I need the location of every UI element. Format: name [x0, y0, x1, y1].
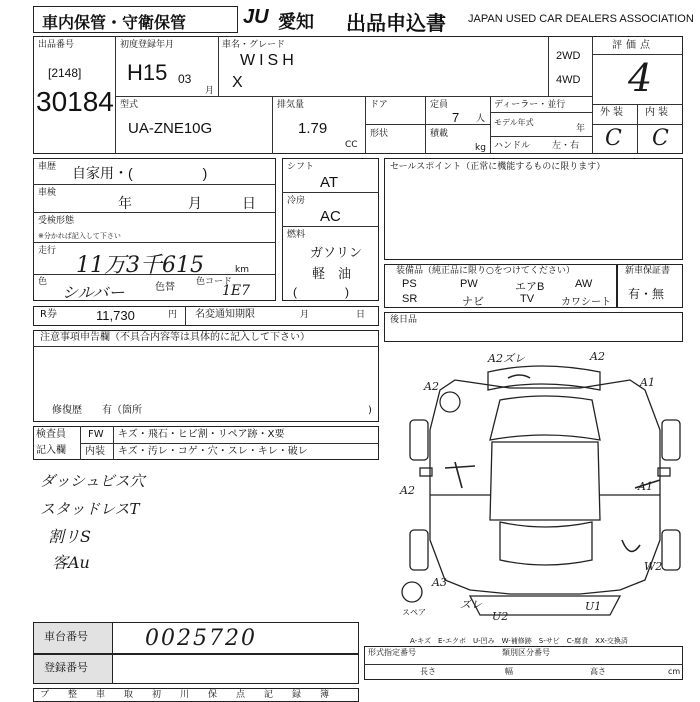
mileage-unit: km: [235, 265, 249, 275]
registration-month: 03: [178, 72, 192, 86]
displacement-unit: CC: [345, 140, 358, 150]
inspection-year: 年: [118, 195, 132, 211]
fw-label: FW: [88, 429, 104, 440]
shift-value: AT: [320, 174, 339, 191]
diagram-mark-w2: W2: [644, 560, 663, 573]
doors-label: ドア: [370, 100, 388, 110]
recycle-value: 11,730: [96, 308, 135, 323]
mileage-label: 走行: [38, 246, 57, 256]
footer-cell-4: 取: [124, 690, 134, 700]
registration-year: H15: [127, 60, 168, 85]
repair-history: 修復歴 有（箇所: [52, 405, 142, 416]
diagram-mark-a2-left: A2: [424, 380, 439, 393]
shape-label: 形状: [370, 129, 389, 139]
interior-value: C: [652, 126, 669, 151]
footer-cell-11: 簿: [320, 690, 330, 700]
damage-legend: A-キズ E-エクボ U-凹み W-補修跡 S-サビ C-腐食 XX-交換済: [410, 637, 628, 645]
chassis-value: 0025720: [145, 626, 257, 651]
tax-month: 月: [300, 310, 310, 320]
lot-sub-number: [2148]: [48, 66, 82, 80]
footer-cell-1: ブ: [40, 690, 50, 700]
class-label: 類別区分番号: [502, 648, 550, 657]
fw-items: キズ・飛石・ヒビ割・リペア跡・X要: [118, 429, 285, 440]
form-spec-label: 形式指定番号: [368, 648, 416, 657]
registration-label: 初度登録年月: [120, 40, 175, 50]
lot-number-label: 出品番号: [38, 40, 75, 50]
history-label: 車歴: [38, 162, 57, 172]
length-label: 長さ: [420, 667, 436, 676]
handle-opts: 左・右: [552, 141, 580, 151]
equip-navi: ナビ: [462, 296, 484, 308]
equip-airbag: エアB: [515, 281, 545, 293]
car-name-label: 車名・グレード: [222, 40, 286, 50]
equip-ps: PS: [402, 278, 417, 290]
displacement-label: 排気量: [277, 100, 305, 110]
diagram-mark-a3: A3: [432, 576, 447, 589]
mileage-value: 11万3千615: [76, 253, 204, 278]
footer-cell-10: 録: [292, 690, 302, 700]
height-label: 高さ: [590, 667, 606, 676]
lot-number: 30184: [36, 86, 114, 117]
org-english: JAPAN USED CAR DEALERS ASSOCIATION: [468, 13, 694, 25]
diagram-mark-a1-side: A1: [638, 480, 653, 493]
tax-day: 日: [356, 310, 366, 320]
inspection-month: 月: [188, 195, 202, 211]
drive-2wd: 2WD: [556, 50, 581, 62]
handle-label: ハンドル: [494, 141, 531, 151]
diagram-mark-a2-zure: A2ズレ: [488, 352, 525, 365]
ju-logo: JU: [243, 6, 269, 28]
fuel-gas: ガソリン: [310, 245, 363, 260]
modified-note: ※分かれば記入して下さい: [38, 232, 121, 240]
car-grade: X: [232, 74, 243, 91]
modified-label: 受検形態: [38, 216, 75, 226]
int-label: 内装: [85, 446, 105, 457]
recorder-label: 記入欄: [36, 445, 66, 456]
exterior-label: 外装: [600, 107, 626, 118]
chassis-label: 車台番号: [44, 630, 88, 643]
diagram-mark-zure-bottom: ズレ: [460, 598, 482, 611]
color-code-label: 色コード: [196, 277, 233, 287]
color-code-value: 1E7: [222, 283, 251, 299]
warranty-label: 新車保証書: [625, 266, 671, 276]
color-value: シルバー: [62, 283, 125, 302]
model-label: 型式: [120, 100, 139, 110]
footer-cell-7: 保: [208, 690, 218, 700]
aircon-value: AC: [320, 208, 341, 225]
after-label: 後日品: [390, 315, 418, 325]
int-items: キズ・汚レ・コゲ・穴・スレ・キレ・破レ: [118, 446, 308, 457]
load-label: 積載: [430, 129, 449, 139]
footer-cell-8: 点: [236, 690, 246, 700]
fuel-label: 燃料: [287, 230, 306, 240]
capacity-label: 定員: [430, 100, 449, 110]
load-unit: kg: [475, 143, 486, 153]
warranty-opts: 有・無: [628, 287, 665, 301]
model-value: UA-ZNE10G: [128, 120, 213, 137]
footer-cell-9: 記: [264, 690, 274, 700]
shift-label: シフト: [287, 162, 315, 172]
inspection-day: 日: [242, 195, 256, 211]
equipment-label: 装備品（純正品に限り○をつけてください）: [396, 266, 575, 276]
car-name: WISH: [240, 52, 298, 69]
storage-label: 車内保管・守衛保管: [42, 15, 187, 32]
equip-tv: TV: [520, 293, 535, 305]
score-value: 4: [628, 56, 653, 100]
spare-label: スペア: [402, 608, 426, 617]
handwritten-note-4: 客Au: [52, 553, 90, 572]
handwritten-note-2: スタッドレスT: [40, 500, 140, 518]
notes-label: 注意事項申告欄（不具合内容等は具体的に記入して下さい）: [40, 332, 310, 343]
score-label: 評価点: [612, 40, 654, 51]
handwritten-note-3: 割リS: [48, 527, 91, 546]
equip-aw: AW: [575, 278, 593, 290]
exterior-value: C: [605, 126, 622, 151]
diagram-mark-a1-top: A1: [640, 376, 655, 389]
footer-cell-6: 川: [180, 690, 190, 700]
model-year-label: モデル年式: [494, 118, 534, 127]
diagram-mark-a2-side: A2: [400, 484, 415, 497]
footer-cell-2: 整: [68, 690, 78, 700]
org-name: 愛知: [278, 12, 314, 32]
fuel-light: 軽 油: [312, 266, 352, 281]
diagram-mark-u2: U2: [492, 610, 509, 623]
sales-point-label: セールスポイント（正常に機能するものに限ります）: [390, 162, 606, 172]
fuel-other: ( ): [293, 285, 349, 299]
aircon-label: 冷房: [287, 196, 306, 206]
footer-cell-3: 車: [96, 690, 106, 700]
capacity-value: 7: [452, 110, 460, 125]
width-label: 幅: [505, 667, 513, 676]
recycle-unit: 円: [168, 310, 178, 320]
equip-pw: PW: [460, 278, 478, 290]
dealer-label: ディーラー・並行: [494, 100, 566, 110]
form-title: 出品申込書: [346, 13, 446, 35]
history-value: 自家用・( ): [72, 165, 208, 181]
color-label: 色: [38, 277, 48, 287]
repaint-label: 色替: [155, 282, 175, 293]
model-year-unit: 年: [576, 124, 586, 134]
inspector-label: 検査員: [36, 429, 66, 440]
reg-label: 登録番号: [44, 661, 88, 674]
recycle-label: R券: [40, 309, 57, 320]
equip-sr: SR: [402, 293, 418, 305]
displacement-value: 1.79: [298, 120, 328, 137]
handwritten-note-1: ダッシュビス穴: [40, 472, 145, 490]
repair-close: ): [368, 405, 372, 416]
drive-4wd: 4WD: [556, 74, 581, 86]
diagram-mark-u1: U1: [585, 600, 602, 613]
footer-cell-5: 初: [152, 690, 162, 700]
dimension-unit: cm: [668, 667, 681, 676]
tax-label: 名変通知期限: [195, 309, 255, 320]
equip-seat: カワシート: [561, 297, 611, 308]
diagram-mark-a2-top: A2: [590, 350, 605, 363]
interior-label: 内装: [645, 107, 671, 118]
registration-month-unit: 月: [205, 86, 215, 96]
inspection-label: 車検: [38, 188, 57, 198]
capacity-unit: 人: [476, 114, 486, 124]
